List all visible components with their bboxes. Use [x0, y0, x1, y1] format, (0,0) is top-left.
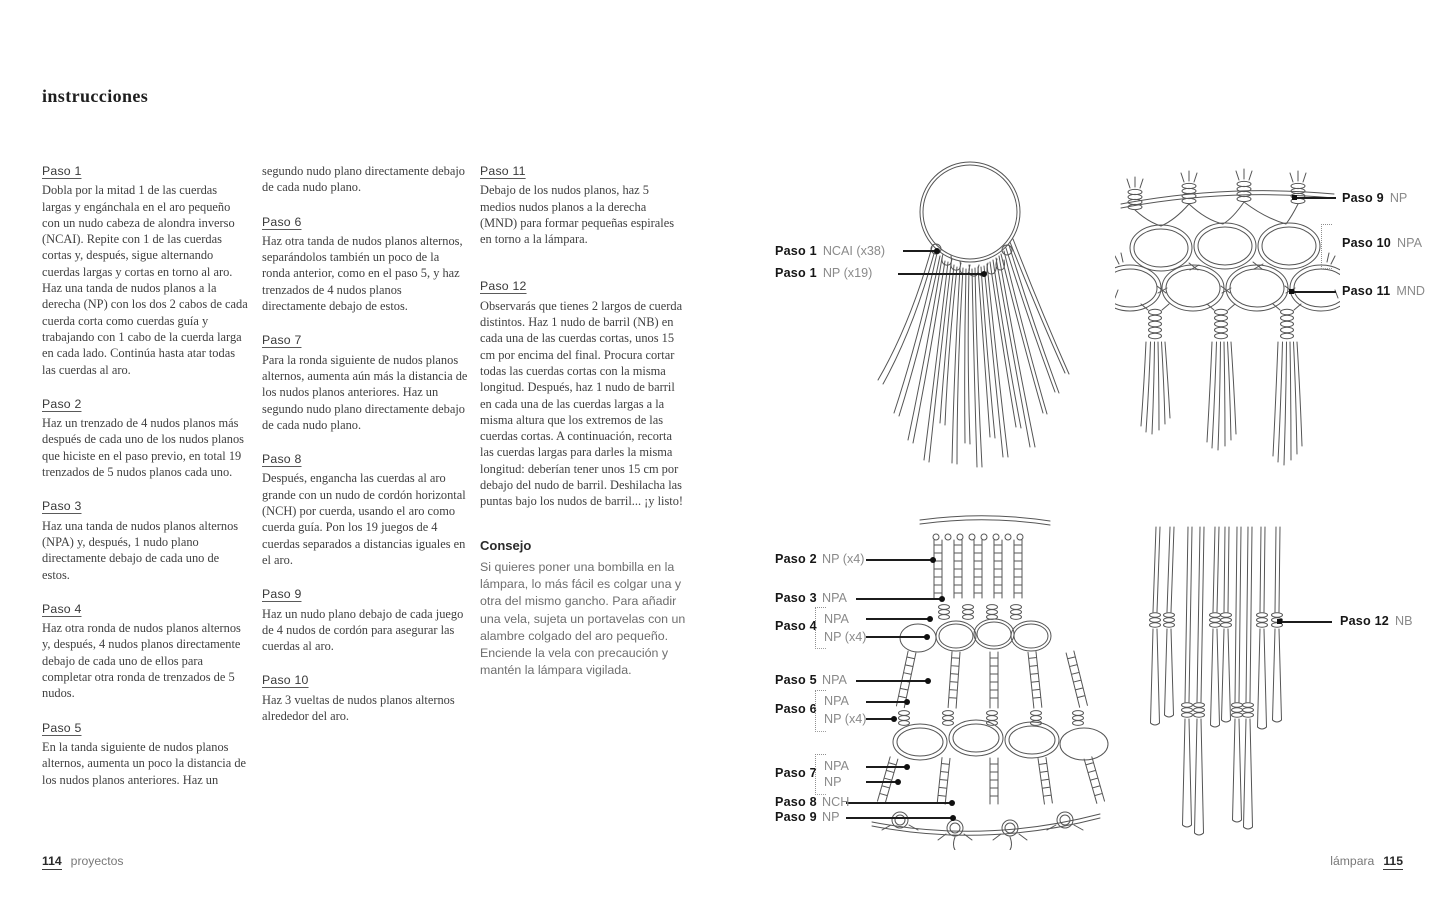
label-step: Paso 9 — [1342, 191, 1384, 205]
step-text: Haz 3 vueltas de nudos planos alternos alrededor del aro. — [262, 692, 455, 724]
figure-label-paso1-ncai — [775, 244, 885, 258]
label-code: NP (x4) — [824, 712, 867, 726]
leader-dot — [1289, 289, 1294, 294]
text-column-1 — [42, 163, 248, 788]
step-heading: Paso 1 — [42, 164, 82, 178]
leader-dot — [949, 800, 955, 806]
label-step: Paso 8 — [775, 795, 817, 809]
leader-dot — [981, 271, 987, 277]
figure-label-paso9-np — [1342, 191, 1407, 205]
leader-line — [846, 817, 953, 819]
figure-label-paso3 — [775, 591, 847, 605]
leader-dot — [950, 815, 956, 821]
label-code: NPA — [822, 591, 847, 605]
label-code: NB — [1395, 614, 1413, 628]
band-diagram-drawing — [1115, 160, 1340, 472]
text-column-3 — [480, 163, 686, 679]
page-number: 114 — [42, 854, 62, 868]
label-code: NPA — [1397, 236, 1422, 250]
figure-label-paso8 — [775, 795, 849, 809]
label-code: NPA — [822, 673, 847, 687]
leader-dot — [927, 616, 933, 622]
label-code: MND — [1396, 284, 1426, 298]
leader-line — [898, 273, 984, 275]
leader-line — [856, 598, 942, 600]
page-number: 115 — [1383, 854, 1403, 868]
step-block — [42, 163, 248, 378]
step-text: Haz un nudo plano debajo de cada juego de 4 nudos de cordón para asegurar las cuerdas al aro. — [262, 606, 464, 654]
leader-line — [903, 250, 937, 252]
step-text: Observarás que tienes 2 largos de cuerda distintos. Haz 1 nudo de barril (NB) en cada una de las cuerdas cortas, unos 15 cm por encima del final. Procura cortar todas las cuerdas cortas con la misma longitud. Después, haz 1 nudo de barril en cada una de las cuerdas largas a la misma altura que los extremos de las cuerdas cortas. A continuación, recorta las cuerdas largas para darles la misma longitud: deberían tener unos 15 cm por debajo del nudo de barril. Deshilacha las puntas bajo los nudos de barril... ¡y listo! — [480, 298, 684, 509]
leader-dot — [924, 634, 930, 640]
leader-line — [856, 680, 928, 682]
figure-label-paso11-mnd — [1342, 284, 1425, 298]
step-text: Debajo de los nudos planos, haz 5 medios nudos planos a la derecha (MND) para formar pequeñas espirales en torno a la lámpara. — [480, 183, 675, 247]
leader-line — [1292, 291, 1336, 293]
label-code: NP — [824, 775, 842, 789]
label-code: NCH — [822, 795, 850, 809]
leader-dot — [930, 557, 936, 563]
footer-right — [1330, 854, 1403, 868]
label-code: NP (x19) — [822, 266, 873, 280]
label-code: NP (x4) — [822, 552, 865, 566]
step-block — [480, 278, 686, 509]
step-heading: Paso 10 — [262, 673, 309, 688]
label-step: Paso 12 — [1340, 614, 1390, 628]
figure-cords-diagram — [1135, 515, 1335, 845]
label-step: Paso 4 — [775, 619, 817, 633]
leader-line — [1295, 197, 1336, 199]
step-block — [262, 214, 468, 315]
figure-band-diagram — [1115, 160, 1340, 472]
leader-dot — [904, 699, 910, 705]
step-block — [42, 601, 248, 702]
leader-dot — [925, 678, 931, 684]
label-code: NP — [822, 810, 840, 824]
step-block — [262, 332, 468, 433]
label-step: Paso 1 — [775, 266, 817, 280]
footer-section-label: lámpara — [1330, 854, 1375, 868]
leader-dot — [939, 596, 945, 602]
page-title: instrucciones — [42, 86, 149, 106]
footer-left — [42, 854, 124, 868]
label-step: Paso 1 — [775, 244, 817, 258]
leader-dot — [934, 248, 940, 254]
label-step: Paso 11 — [1342, 284, 1391, 298]
step-heading: Paso 12 — [480, 279, 527, 294]
leader-dot — [904, 764, 910, 770]
step-text: Haz otra ronda de nudos planos alternos y, después, 4 nudos planos directamente debajo de cada uno de ellos para completar otra ronda de trenzados de 5 nudos. — [42, 621, 241, 701]
label-step: Paso 3 — [775, 591, 817, 605]
step-block — [262, 163, 468, 196]
figure-label-paso6-group — [775, 688, 895, 736]
label-code: NP (x4) — [824, 630, 867, 644]
step-heading: Paso 7 — [262, 333, 302, 348]
label-step: Paso 6 — [775, 702, 817, 716]
step-heading: Paso 11 — [480, 164, 526, 178]
step-text: Haz otra tanda de nudos planos alternos, separándolos también un poco de la ronda anterior, como en el paso 5, y haz trenzados de 4 nudos planos directamente debajo de estos. — [262, 233, 463, 314]
tip-heading: Consejo — [480, 537, 532, 553]
step-block — [262, 672, 468, 724]
step-text: Haz una tanda de nudos planos alternos (NPA) y, después, 1 nudo plano directamente debajo de cada uno de estos. — [42, 518, 239, 582]
step-heading: Paso 4 — [42, 601, 82, 616]
footer-section-label: proyectos — [70, 854, 124, 868]
tip-text: Si quieres poner una bombilla en la lámpara, lo más fácil es colgar una y otra del mismo gancho. Para añadir una vela, sujeta un portavelas con un alambre colgado del aro pequeño. Enciende la vela con precaución y mantén la lámpara vigilada. — [480, 559, 686, 678]
figure-label-paso1-np — [775, 266, 872, 280]
step-heading: Paso 8 — [262, 452, 302, 467]
ring-diagram-drawing — [850, 155, 1080, 475]
step-block — [262, 586, 468, 654]
step-text: Dobla por la mitad 1 de las cuerdas largas y engánchala en el aro pequeño con un nudo cabeza de alondra inverso (NCAI). Repite con 1 de las cuerdas cortas y, después, sigue alternando cuerdas largas y cortas en torno al aro. Haz una tanda de nudos planos a la derecha (NP) con los dos 2 cabos de cada cuerda corta como cuerdas guía y trabajando con 1 cabo de la cuerda larga en cada lado. Continúa hasta atar todas las cuerdas al aro. — [42, 183, 248, 377]
label-code: NP — [1389, 191, 1408, 205]
figure-ring-diagram — [850, 155, 1080, 475]
figure-label-paso7-group — [775, 753, 895, 801]
step-heading: Paso 6 — [262, 214, 302, 229]
step-block — [42, 720, 248, 788]
leader-dot — [1277, 619, 1282, 624]
step-block — [42, 498, 248, 582]
label-step: Paso 9 — [775, 810, 817, 824]
step-text-continuation: segundo nudo plano directamente debajo de cada nudo plano. — [262, 164, 466, 195]
step-text: Para la ronda siguiente de nudos planos alternos, aumenta aún más la distancia de los nudos planos anteriores. Haz un segundo nudo plano directamente debajo de cada nudo plano. — [262, 352, 468, 432]
step-text: Después, engancha las cuerdas al aro grande con un nudo de cordón horizontal (NCH) por cuerda, usando el aro como cuerda guía. Pon los 19 juegos de 4 cuerdas separados a distancias iguales en el aro. — [262, 471, 466, 567]
leader-dot — [1292, 195, 1297, 200]
figure-label-paso9-bottom — [775, 810, 840, 824]
leader-line — [866, 559, 933, 561]
step-block — [480, 163, 686, 247]
range-bracket — [1321, 224, 1332, 269]
step-text: En la tanda siguiente de nudos planos alternos, aumenta un poco la distancia de los nudos planos anteriores. Haz un — [42, 739, 247, 787]
figure-label-paso5 — [775, 673, 847, 687]
step-text: Haz un trenzado de 4 nudos planos más después de cada uno de los nudos planos que hiciste en el paso previo, en total 19 trenzados de 5 nudos planos cada uno. — [42, 416, 244, 480]
step-heading: Paso 2 — [42, 396, 82, 411]
cords-diagram-drawing — [1135, 515, 1335, 845]
leader-dot — [895, 779, 901, 785]
step-heading: Paso 3 — [42, 499, 82, 514]
leader-line — [1280, 621, 1332, 623]
label-step: Paso 7 — [775, 766, 817, 780]
label-step: Paso 5 — [775, 673, 817, 687]
step-block — [262, 451, 468, 568]
label-step: Paso 10 — [1342, 236, 1392, 250]
label-code: NPA — [824, 759, 849, 773]
figure-label-paso10-npa — [1342, 236, 1422, 250]
label-step: Paso 2 — [775, 552, 817, 566]
figure-label-paso4-group — [775, 604, 895, 652]
step-heading: Paso 9 — [262, 587, 302, 602]
label-code: NPA — [824, 612, 849, 626]
text-column-2 — [262, 163, 468, 724]
step-heading: Paso 5 — [42, 720, 82, 735]
label-code: NCAI (x38) — [822, 244, 886, 258]
tip-block — [480, 538, 686, 680]
leader-line — [846, 802, 952, 804]
figure-label-paso12-nb — [1340, 614, 1413, 628]
step-block — [42, 396, 248, 480]
label-code: NPA — [824, 694, 849, 708]
figure-label-paso2 — [775, 552, 864, 566]
